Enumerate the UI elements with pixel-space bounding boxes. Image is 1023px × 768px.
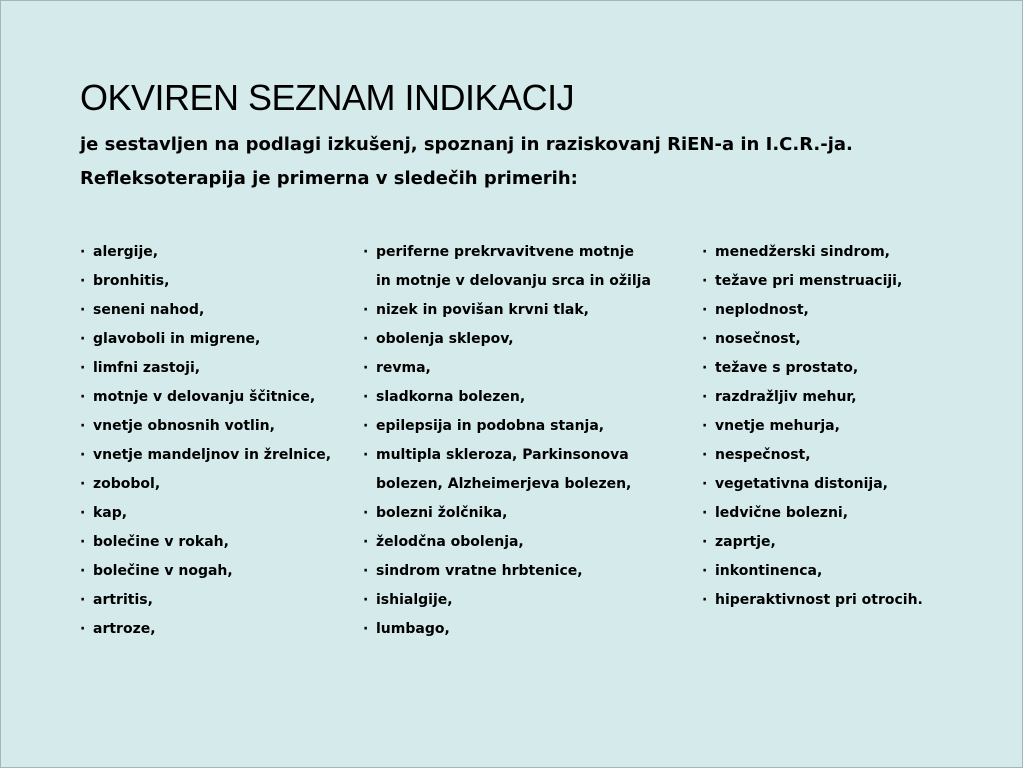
list-item: · težave s prostato, (702, 357, 923, 386)
list-item: · epilepsija in podobna stanja, (363, 415, 651, 444)
bullet-icon: · (80, 418, 86, 434)
bullet-icon: · (363, 331, 369, 347)
indications-column-1 (80, 241, 331, 647)
bullet-icon: · (702, 302, 708, 318)
bullet-icon: · (702, 563, 708, 579)
bullet-icon: · (702, 418, 708, 434)
bullet-icon: · (702, 476, 708, 492)
bullet-icon: · (702, 244, 708, 260)
list-item: · hiperaktivnost pri otrocih. (702, 589, 923, 618)
list-item: · ishialgije, (363, 589, 651, 618)
list-item: · vnetje obnosnih votlin, (80, 415, 331, 444)
list-item: · bolečine v nogah, (80, 560, 331, 589)
bullet-icon: · (80, 360, 86, 376)
list-item: · nizek in povišan krvni tlak, (363, 299, 651, 328)
bullet-icon: · (363, 302, 369, 318)
bullet-icon: · (363, 621, 369, 637)
bullet-icon: · (363, 534, 369, 550)
list-item: · sindrom vratne hrbtenice, (363, 560, 651, 589)
bullet-icon: · (80, 563, 86, 579)
list-item: · neplodnost, (702, 299, 923, 328)
bullet-icon: · (702, 331, 708, 347)
slide-title: OKVIREN SEZNAM INDIKACIJ (80, 77, 575, 118)
list-item-continuation: bolezen, Alzheimerjeva bolezen, (376, 476, 632, 492)
bullet-icon: · (80, 447, 86, 463)
bullet-icon: · (363, 505, 369, 521)
bullet-icon: · (702, 273, 708, 289)
bullet-icon: · (363, 447, 369, 463)
list-item: · bolezni žolčnika, (363, 502, 651, 531)
list-item: · nespečnost, (702, 444, 923, 473)
bullet-icon: · (363, 244, 369, 260)
bullet-icon: · (363, 563, 369, 579)
bullet-icon: · (702, 534, 708, 550)
list-item: · razdražljiv mehur, (702, 386, 923, 415)
indications-column-3 (702, 241, 923, 618)
bullet-icon: · (80, 331, 86, 347)
bullet-icon: · (363, 389, 369, 405)
list-item: · periferne prekrvavitvene motnje (363, 241, 651, 270)
bullet-icon: · (702, 447, 708, 463)
bullet-icon: · (702, 389, 708, 405)
bullet-icon: · (363, 360, 369, 376)
bullet-icon: · (80, 244, 86, 260)
list-item: · nosečnost, (702, 328, 923, 357)
list-item: · vegetativna distonija, (702, 473, 923, 502)
bullet-icon: · (702, 360, 708, 376)
bullet-icon: · (80, 389, 86, 405)
list-item: · lumbago, (363, 618, 651, 647)
bullet-icon: · (80, 592, 86, 608)
list-item: · revma, (363, 357, 651, 386)
list-item: · vnetje mehurja, (702, 415, 923, 444)
list-item: · kap, (80, 502, 331, 531)
bullet-icon: · (80, 476, 86, 492)
list-item: · alergije, (80, 241, 331, 270)
bullet-icon: · (80, 273, 86, 289)
bullet-icon: · (363, 592, 369, 608)
list-item: · bronhitis, (80, 270, 331, 299)
bullet-icon: · (363, 418, 369, 434)
list-item: · zaprtje, (702, 531, 923, 560)
list-item: · artroze, (80, 618, 331, 647)
list-item: · zobobol, (80, 473, 331, 502)
list-item: · vnetje mandeljnov in žrelnice, (80, 444, 331, 473)
list-item: · motnje v delovanju ščitnice, (80, 386, 331, 415)
bullet-icon: · (80, 534, 86, 550)
subtitle-line-1: je sestavljen na podlagi izkušenj, spoznanj in raziskovanj RiEN-a in I.C.R.-ja. (80, 134, 853, 155)
list-item: · težave pri menstruaciji, (702, 270, 923, 299)
bullet-icon: · (702, 505, 708, 521)
list-item: · glavoboli in migrene, (80, 328, 331, 357)
indications-column-2 (363, 241, 651, 647)
list-item: · multipla skleroza, Parkinsonova (363, 444, 651, 473)
list-item: · artritis, (80, 589, 331, 618)
list-item: · obolenja sklepov, (363, 328, 651, 357)
list-item: · ledvične bolezni, (702, 502, 923, 531)
list-item: · bolečine v rokah, (80, 531, 331, 560)
bullet-icon: · (702, 592, 708, 608)
bullet-icon: · (80, 302, 86, 318)
list-item: · želodčna obolenja, (363, 531, 651, 560)
list-item-continuation: in motnje v delovanju srca in ožilja (376, 273, 651, 289)
list-item: · limfni zastoji, (80, 357, 331, 386)
bullet-icon: · (80, 505, 86, 521)
list-item: · menedžerski sindrom, (702, 241, 923, 270)
list-item: · inkontinenca, (702, 560, 923, 589)
list-item: · sladkorna bolezen, (363, 386, 651, 415)
subtitle-line-2: Refleksoterapija je primerna v sledečih primerih: (80, 168, 578, 189)
list-item: · seneni nahod, (80, 299, 331, 328)
bullet-icon: · (80, 621, 86, 637)
